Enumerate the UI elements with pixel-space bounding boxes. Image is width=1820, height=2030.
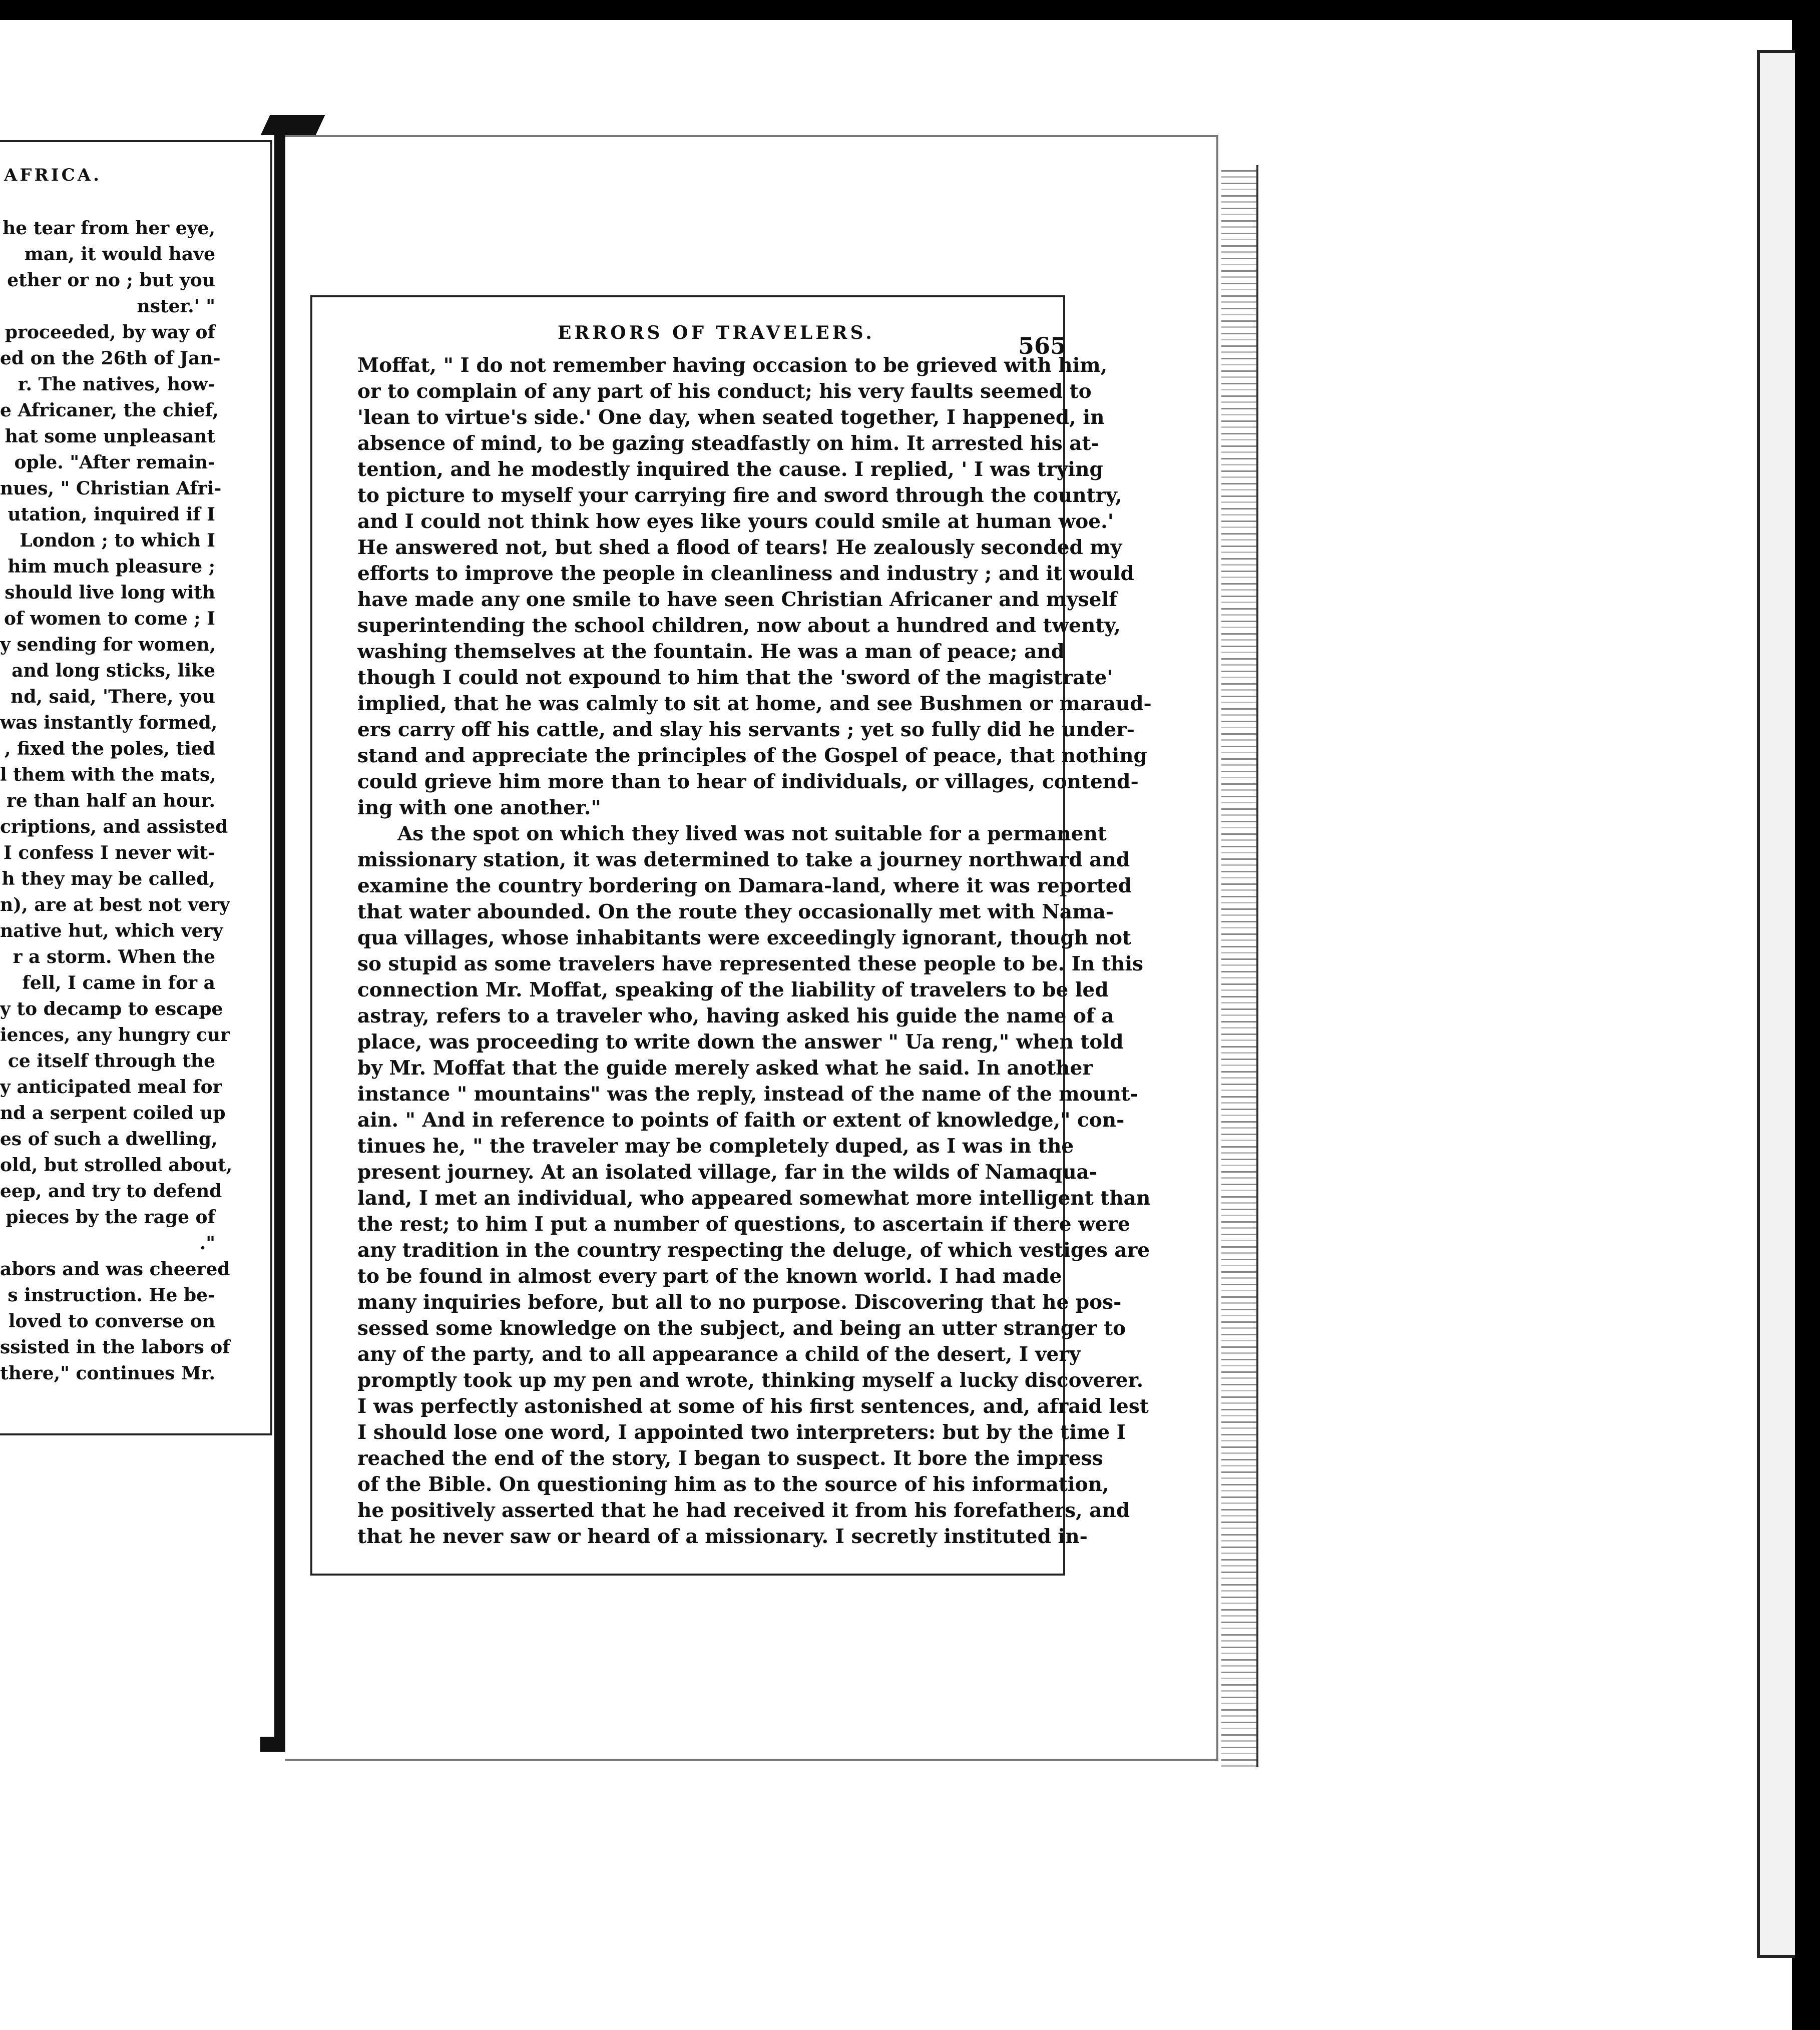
left-text-line: r. The natives, how- (18, 374, 215, 395)
left-text-line: loved to converse on (8, 1311, 215, 1332)
left-text-line: old, but strolled about, (0, 1155, 233, 1176)
text-line: promptly took up my pen and wrote, thinking myself a lucky discoverer. (357, 1369, 1144, 1392)
left-text-line: e Africaner, the chief, (0, 400, 219, 421)
left-text-line: proceeded, by way of (5, 322, 215, 343)
text-line: though I could not expound to him that the 'sword of the magistrate' (357, 666, 1113, 689)
text-line: to be found in almost every part of the known world. I had made (357, 1265, 1062, 1288)
left-text-line: ed on the 26th of Jan- (0, 348, 221, 369)
text-line: I was perfectly astonished at some of his first sentences, and, afraid lest (357, 1395, 1149, 1418)
text-line: examine the country bordering on Damara-land, where it was reported (357, 874, 1132, 897)
text-line: As the spot on which they lived was not suitable for a permanent (397, 822, 1107, 845)
left-text-line: hat some unpleasant (5, 426, 215, 447)
text-line: by Mr. Moffat that the guide merely asked what he said. In another (357, 1057, 1093, 1080)
left-text-line: ether or no ; but you (7, 270, 215, 291)
left-text-line: ." (199, 1233, 215, 1254)
left-text-line: nd, said, 'There, you (11, 686, 215, 707)
text-line: astray, refers to a traveler who, having asked his guide the name of a (357, 1004, 1114, 1028)
text-line: many inquiries before, but all to no purpose. Discovering that he pos- (357, 1291, 1122, 1314)
text-line: he positively asserted that he had received it from his forefathers, and (357, 1499, 1130, 1522)
text-line: sessed some knowledge on the subject, and being an utter stranger to (357, 1317, 1126, 1340)
left-text-line: y sending for women, (0, 634, 216, 655)
text-line: land, I met an individual, who appeared somewhat more intelligent than (357, 1187, 1151, 1210)
book-spine (274, 120, 285, 1747)
left-text-line: London ; to which I (20, 530, 215, 551)
left-text-line: nues, " Christian Afri- (0, 478, 222, 499)
left-text-line: of women to come ; I (4, 608, 215, 629)
left-running-title: AFRICA. (4, 165, 102, 185)
left-text-line: y to decamp to escape (0, 998, 223, 1020)
left-text-line: iences, any hungry cur (0, 1025, 230, 1046)
scan-border-top (0, 0, 1820, 20)
text-line: could grieve him more than to hear of individuals, or villages, contend- (357, 770, 1139, 793)
left-text-line: fell, I came in for a (22, 972, 215, 993)
left-text-line: I confess I never wit- (4, 842, 215, 863)
text-line: ers carry off his cattle, and slay his servants ; yet so fully did he under- (357, 718, 1135, 741)
left-text-line: nd a serpent coiled up (0, 1103, 226, 1124)
left-text-line: n), are at best not very (0, 894, 230, 915)
text-line: and I could not think how eyes like yours could smile at human woe.' (357, 510, 1114, 533)
text-line: have made any one smile to have seen Christian Africaner and myself (357, 588, 1118, 611)
left-text-line: s instruction. He be- (8, 1285, 215, 1306)
text-line: superintending the school children, now about a hundred and twenty, (357, 614, 1121, 637)
text-line: missionary station, it was determined to take a journey northward and (357, 848, 1130, 871)
text-line: qua villages, whose inhabitants were exceedingly ignorant, though not (357, 926, 1132, 949)
text-line: or to complain of any part of his conduct; his very faults seemed to (357, 380, 1092, 403)
text-line: the rest; to him I put a number of questions, to ascertain if there were (357, 1213, 1130, 1236)
text-line: washing themselves at the fountain. He was a man of peace; and (357, 640, 1065, 663)
left-text-line: ssisted in the labors of (0, 1337, 230, 1358)
left-text-line: h they may be called, (2, 868, 215, 889)
text-line: any tradition in the country respecting the deluge, of which vestiges are (357, 1239, 1150, 1262)
scan-border-right (1792, 0, 1820, 2030)
left-text-line: he tear from her eye, (3, 218, 215, 239)
left-page-text (0, 215, 233, 1386)
text-line: 'lean to virtue's side.' One day, when seated together, I happened, in (357, 406, 1105, 429)
text-line: ain. " And in reference to points of faith or extent of knowledge," con- (357, 1109, 1125, 1132)
text-line: implied, that he was calmly to sit at home, and see Bushmen or maraud- (357, 692, 1152, 715)
text-line: stand and appreciate the principles of the Gospel of peace, that nothing (357, 744, 1147, 767)
text-line: tention, and he modestly inquired the cause. I replied, ' I was trying (357, 458, 1103, 481)
left-text-line: should live long with (5, 582, 215, 603)
text-line: any of the party, and to all appearance a child of the desert, I very (357, 1343, 1081, 1366)
page-edges (1221, 165, 1258, 1767)
book-spine-top (261, 115, 325, 135)
text-line: He answered not, but shed a flood of tears! He zealously seconded my (357, 536, 1122, 559)
text-line: tinues he, " the traveler may be completely duped, as I was in the (357, 1135, 1074, 1158)
text-line: that he never saw or heard of a missionary. I secretly instituted in- (357, 1525, 1088, 1548)
left-text-line: re than half an hour. (6, 790, 215, 811)
page-number: 565 (1018, 332, 1067, 359)
text-line: to picture to myself your carrying fire and sword through the country, (357, 484, 1122, 507)
left-text-line: r a storm. When the (13, 946, 215, 967)
text-line: I should lose one word, I appointed two interpreters: but by the time I (357, 1421, 1126, 1444)
text-line: place, was proceeding to write down the answer " Ua reng," when told (357, 1031, 1124, 1054)
text-line: connection Mr. Moffat, speaking of the liability of travelers to be led (357, 978, 1109, 1001)
left-text-line: was instantly formed, (0, 712, 218, 733)
left-text-line: and long sticks, like (12, 660, 215, 681)
text-line: that water abounded. On the route they occasionally met with Nama- (357, 900, 1114, 923)
left-text-line: ople. "After remain- (14, 452, 215, 473)
left-text-line: abors and was cheered (0, 1259, 230, 1280)
left-text-line: native hut, which very (0, 920, 223, 941)
text-line: instance " mountains" was the reply, instead of the name of the mount- (357, 1083, 1138, 1106)
text-line: absence of mind, to be gazing steadfastly on him. It arrested his at- (357, 432, 1099, 455)
scan-frame-right (1757, 50, 1795, 1958)
left-text-line: l them with the mats, (0, 764, 216, 785)
left-text-line: nster.' " (137, 296, 215, 317)
left-text-line: eep, and try to defend (0, 1181, 222, 1202)
left-text-line: y anticipated meal for (0, 1077, 222, 1098)
page-header (312, 297, 1067, 359)
body-text (357, 352, 1152, 1550)
left-text-line: ce itself through the (8, 1051, 215, 1072)
left-text-line: pieces by the rage of (6, 1207, 215, 1228)
left-text-line: man, it would have (24, 244, 215, 265)
text-line: reached the end of the story, I began to suspect. It bore the impress (357, 1447, 1103, 1470)
text-line: so stupid as some travelers have represented these people to be. In this (357, 952, 1143, 975)
text-line: ing with one another." (357, 796, 601, 819)
left-text-line: him much pleasure ; (8, 556, 215, 577)
left-text-line: , fixed the poles, tied (4, 738, 215, 759)
left-text-line: there," continues Mr. (0, 1363, 215, 1384)
running-title: ERRORS OF TRAVELERS. (558, 322, 875, 343)
text-line: efforts to improve the people in cleanliness and industry ; and it would (357, 562, 1134, 585)
left-text-line: utation, inquired if I (8, 504, 215, 525)
left-text-line: es of such a dwelling, (0, 1129, 218, 1150)
text-line: of the Bible. On questioning him as to the source of his information, (357, 1473, 1109, 1496)
right-page-text-box (310, 295, 1152, 1576)
text-line: Moffat, " I do not remember having occasion to be grieved with him, (357, 354, 1108, 377)
left-text-line: criptions, and assisted (0, 816, 228, 837)
text-line: present journey. At an isolated village, far in the wilds of Namaqua- (357, 1161, 1098, 1184)
